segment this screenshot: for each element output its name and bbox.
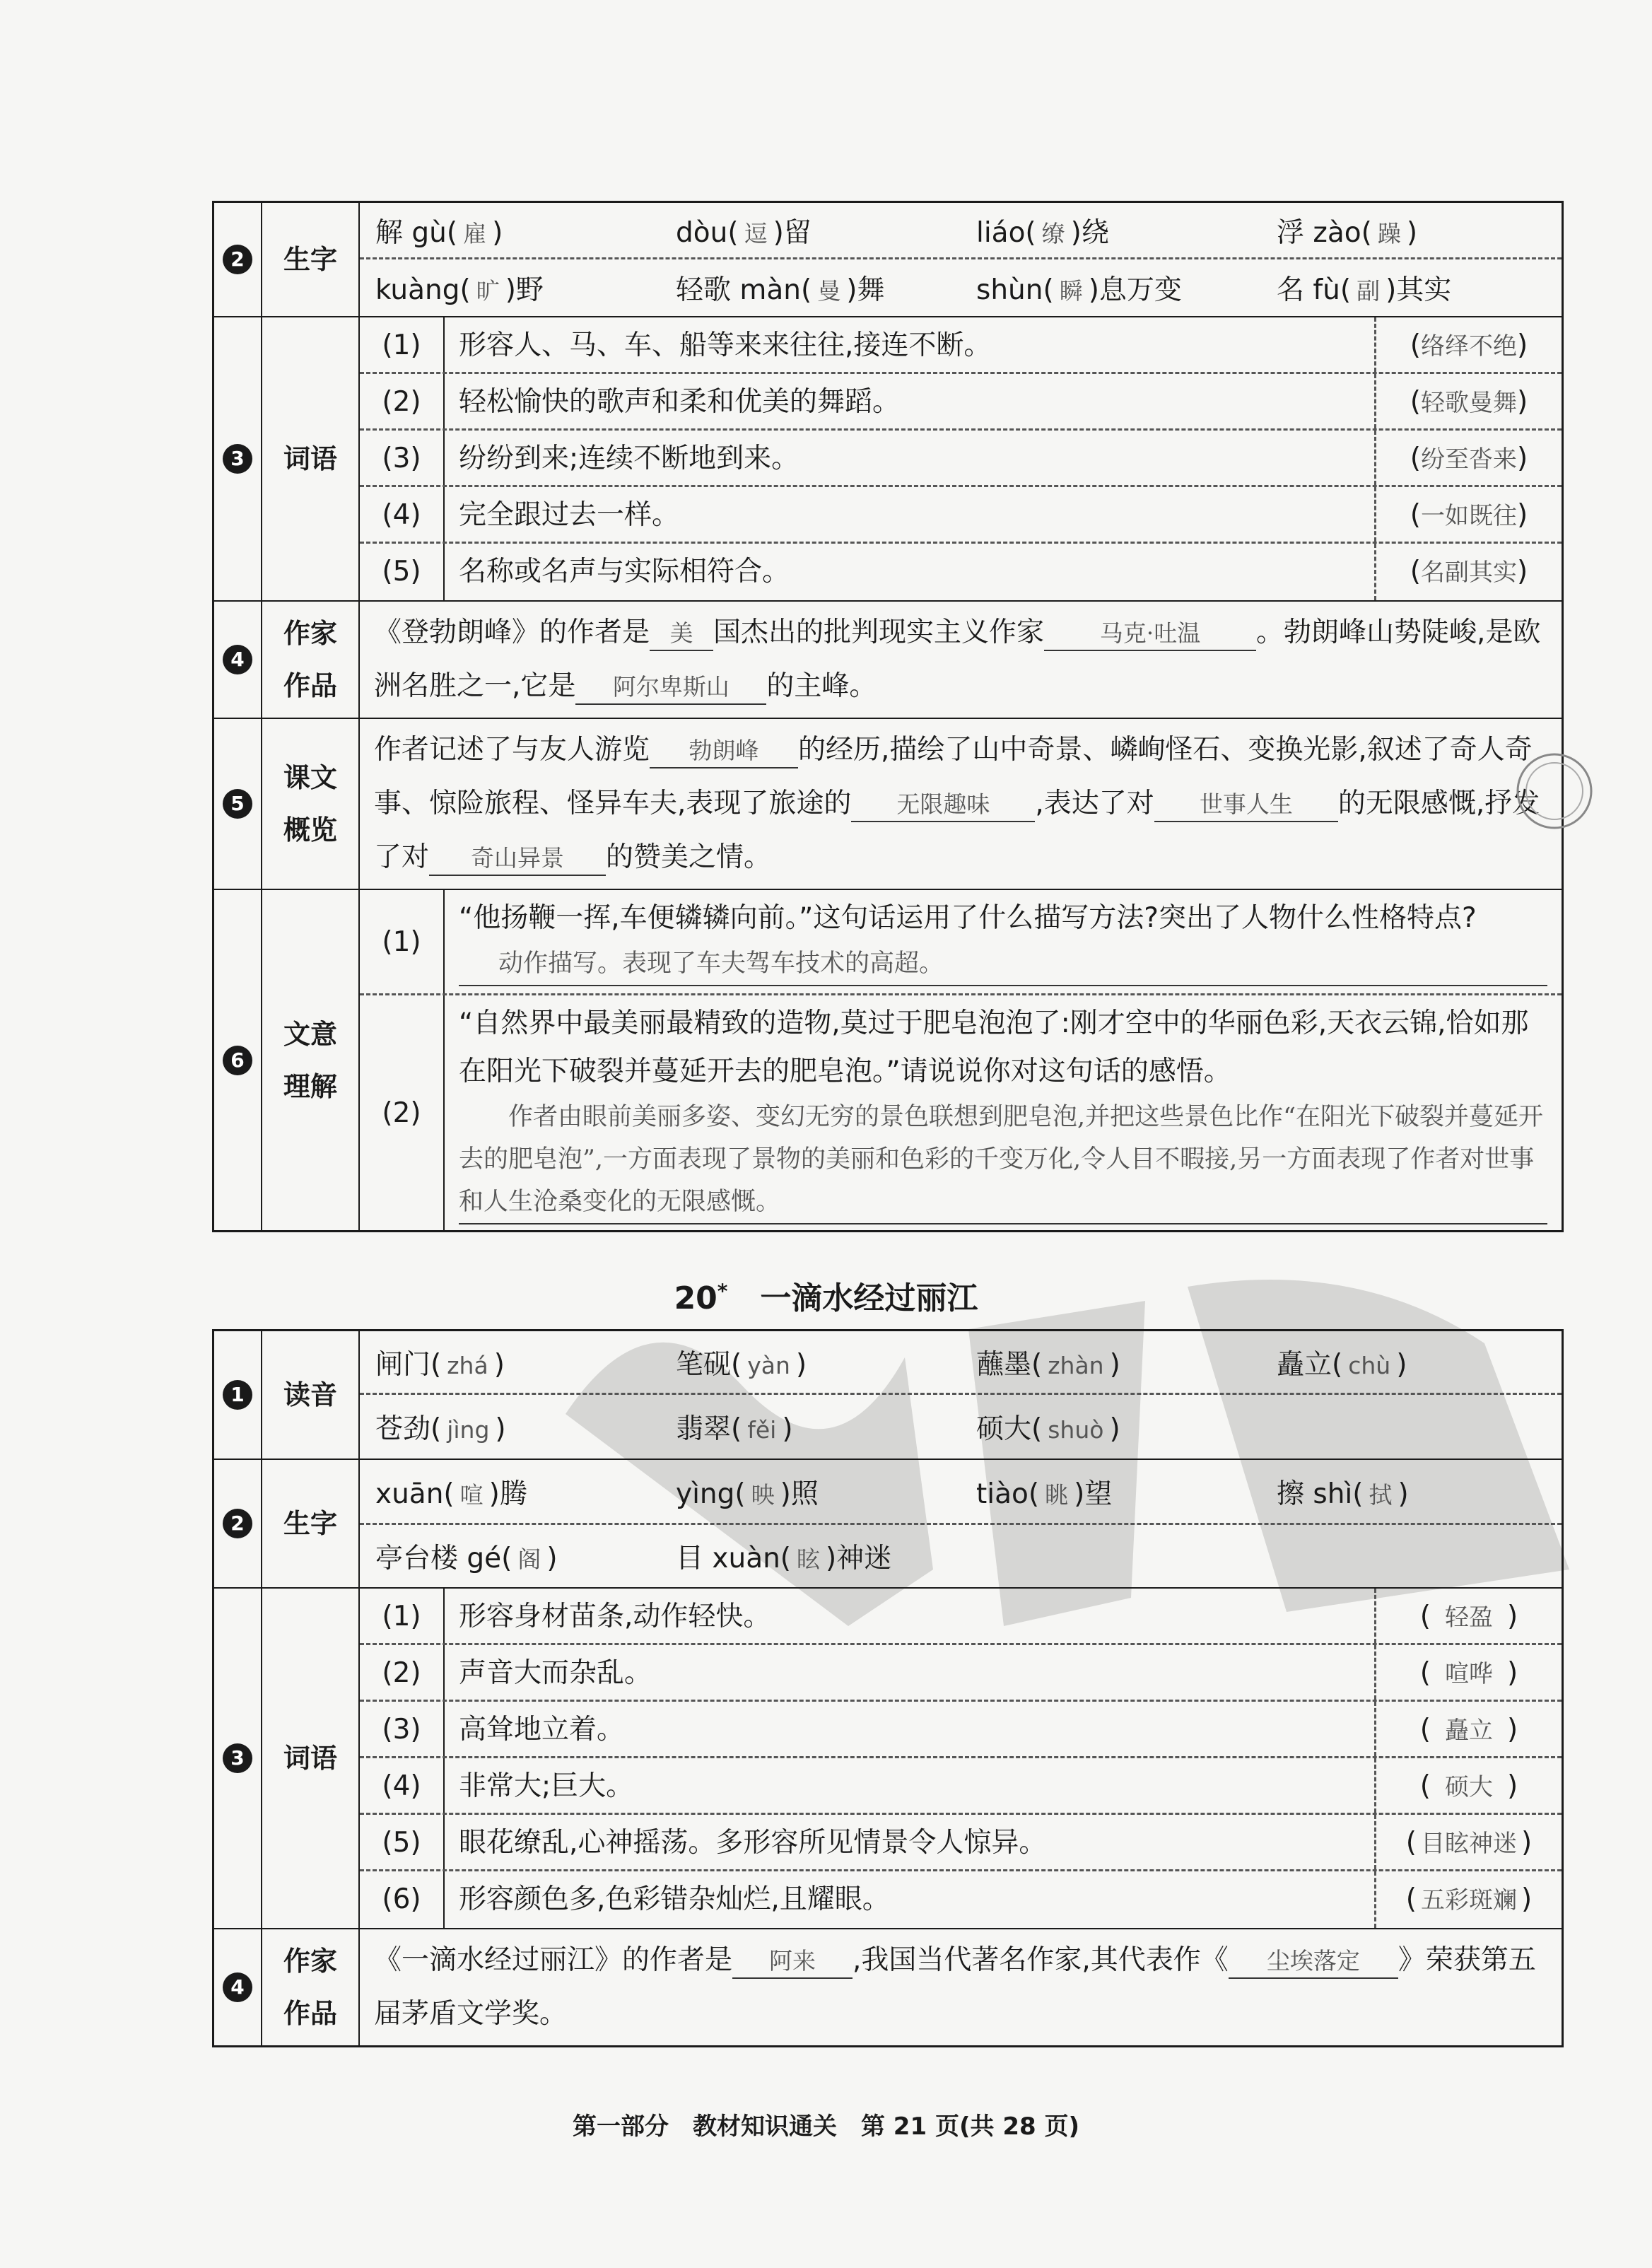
vocab-row: (1) 形容身材苗条,动作轻快。 ( 轻盈 ) [360,1589,1562,1645]
shengzi-item: 名 fù( 副 )其实 [1277,274,1452,306]
section-number: 3 [223,1743,252,1773]
vocab-row: (2) 轻松愉快的歌声和柔和优美的舞蹈。 (轻歌曼舞) [360,374,1562,431]
answer: 作者由眼前美丽多姿、变幻无穷的景色联想到肥皂泡,并把这些景色比作“在阳光下破裂并蔓延开去的肥皂泡”,一方面表现了景物的美丽和色彩的千变万化,令人目不暇接,另一方面表现了作者对世事和人生沧桑变化的无限感慨。 [459,1096,1547,1224]
section-label: 文意 理解 [262,889,359,1232]
blank-answer: 勃朗峰 [650,735,798,768]
shengzi-item: 擦 shì( 拭 ) [1277,1478,1409,1510]
answer: 喧 [459,1480,484,1509]
vocab-row: (4) 非常大;巨大。 ( 硕大 ) [360,1758,1562,1815]
section-number: 5 [223,789,252,819]
answer: 眩 [797,1545,821,1573]
ciyu-section [213,1588,1563,1929]
vocab-row: (4) 完全跟过去一样。 (一如既往) [360,487,1562,544]
answer: 五彩斑斓 [1421,1886,1517,1915]
overview-paragraph: 作者记述了与友人游览 勃朗峰 的经历,描绘了山中奇景、嶙峋怪石、变换光影,叙述了奇人奇事、惊险旅程、怪异车夫,表现了旅途的 无限趣味 ,表达了对 世事人生 的无限感慨,抒发了对 奇山异景 的赞美之情。 [360,719,1562,889]
section-label: 作家 作品 [262,1929,359,2047]
section-label: 生字 [262,1459,359,1588]
section-label: 读音 [262,1331,359,1460]
lower-table [212,1329,1564,2047]
section-label: 词语 [262,1588,359,1929]
section-number: 2 [223,1509,252,1538]
answer: 动作描写。表现了车夫驾车技术的高超。 [459,942,1547,986]
duyin-row [360,1395,1562,1459]
shengzi-item: liáo( 缭 )绕 [976,216,1109,249]
duyin-item: 翡翠( fěi ) [676,1413,793,1445]
shengzi-item: 亭台楼 gé( 阁 ) [375,1543,558,1574]
answer: 名副其实 [1421,559,1517,587]
ciyu-section [213,317,1563,601]
shengzi-section [213,202,1563,317]
shengzi-item: 目 xuàn( 眩 )神迷 [676,1543,892,1574]
answer: 阁 [517,1545,541,1573]
shengzi-item: xuān( 喧 )腾 [375,1478,527,1510]
question-text: “自然界中最美丽最精致的造物,莫过于肥皂泡泡了:刚才空中的华丽色彩,天衣云锦,恰如那在阳光下破裂并蔓延开去的肥皂泡。”请说说你对这句话的感悟。 [459,1007,1529,1087]
author-paragraph: 《一滴水经过丽江》的作者是 阿来 ,我国当代著名作家,其代表作《 尘埃落定 》荣获第五届茅盾文学奖。 [374,1944,1536,2030]
duyin-item: 闸门( zhá ) [375,1348,505,1381]
section-number: 3 [223,444,252,474]
shengzi-item: dòu( 逗 )留 [676,216,812,249]
section-number: 4 [223,645,252,674]
shengzi-item: kuàng( 旷 )野 [375,274,544,306]
shengzi-row [360,203,1562,259]
blank-answer: 世事人生 [1154,788,1338,822]
shengzi-item: 解 gù( 雇 ) [375,216,503,249]
answer: 旷 [476,277,500,305]
answer: zhá [447,1351,488,1379]
duyin-item: 硕大( shuò ) [976,1413,1120,1445]
kewen-section [213,718,1563,889]
vocab-row: (3) 纷纷到来;连续不断地到来。 (纷至沓来) [360,431,1562,487]
section-number: 4 [223,1972,252,2002]
shengzi-row [360,1460,1562,1525]
author-paragraph: 《登勃朗峰》的作者是 美 国杰出的批判现实主义作家 马克·吐温 。勃朗峰山势陡峻,是欧洲名胜之一,它是 阿尔卑斯山 的主峰。 [360,602,1562,718]
answer: 纷至沓来 [1421,445,1517,474]
answer: shuò [1048,1416,1104,1444]
answer: 副 [1357,277,1381,305]
blank-answer: 阿来 [732,1945,853,1979]
duyin-item: 矗立( chù ) [1277,1348,1407,1381]
lesson-title: 20* 一滴水经过丽江 [674,1279,978,1316]
zuojia-section [213,1929,1563,2047]
answer: 目眩神迷 [1421,1830,1517,1858]
section-label: 课文 概览 [262,718,359,889]
answer: 拭 [1369,1480,1393,1509]
answer: 曼 [817,277,841,305]
vocab-row: (6) 形容颜色多,色彩错杂灿烂,且耀眼。 ( 五彩斑斓 ) [360,1871,1562,1928]
page-footer: 第一部分 教材知识通关 第 21 页(共 28 页) [572,2112,1080,2141]
answer: 映 [751,1480,775,1509]
shengzi-item: tiào( 眺 )望 [976,1478,1113,1510]
section-number: 2 [223,245,252,274]
question-row: (2) “自然界中最美丽最精致的造物,莫过于肥皂泡泡了:刚才空中的华丽色彩,天衣云锦,恰如那在阳光下破裂并蔓延开去的肥皂泡。”请说说你对这句话的感悟。 作者由眼前美丽多姿、变幻无穷的景色联想到肥皂泡,并把这些景色比作“在阳光下破裂并蔓延开去的肥皂泡”,一方面表现了景物的美丽和色彩的千变万化,令人目不暇接,另一方面表现了作者对世事和人生沧桑变化的无限感慨。 [360,995,1562,1230]
answer: 轻盈 [1445,1603,1493,1632]
blank-answer: 尘埃落定 [1229,1945,1398,1979]
shengzi-row [360,1525,1562,1587]
answer: 躁 [1377,219,1401,247]
answer: 硕大 [1445,1773,1493,1801]
vocab-row: (2) 声音大而杂乱。 ( 喧哗 ) [360,1645,1562,1702]
zuojia-section [213,601,1563,718]
duyin-item: 苍劲( jìng ) [375,1413,506,1445]
shengzi-item: 浮 zào( 躁 ) [1277,216,1418,249]
duyin-item: 笔砚( yàn ) [676,1348,807,1381]
section-label: 生字 [262,202,359,317]
shengzi-item: shùn( 瞬 )息万变 [976,274,1182,306]
section-label: 作家 作品 [262,601,359,718]
answer: 眺 [1045,1480,1069,1509]
question-text: “他扬鞭一挥,车便辚辚向前。”这句话运用了什么描写方法?突出了人物什么性格特点? [459,902,1477,934]
answer: 缭 [1041,219,1065,247]
answer: 雇 [463,219,487,247]
section-number: 1 [223,1380,252,1410]
duyin-item: 蘸墨( zhàn ) [976,1348,1120,1381]
vocab-row: (5) 眼花缭乱,心神摇荡。多形容所见情景令人惊异。 ( 目眩神迷 ) [360,1815,1562,1871]
answer: 喧哗 [1445,1660,1493,1688]
upper-table [212,201,1564,1232]
section-number: 6 [223,1046,252,1075]
wenyi-section [213,889,1563,1232]
blank-answer: 无限趣味 [851,788,1035,822]
blank-answer: 奇山异景 [429,842,606,876]
answer: zhàn [1048,1351,1104,1379]
answer: jìng [447,1416,490,1444]
answer: 瞬 [1059,277,1083,305]
blank-answer: 阿尔卑斯山 [575,671,766,705]
answer: 轻歌曼舞 [1421,389,1517,417]
answer: 一如既往 [1421,502,1517,530]
vocab-row: (3) 高耸地立着。 ( 矗立 ) [360,1702,1562,1758]
answer: 络绎不绝 [1421,332,1517,361]
shengzi-section [213,1459,1563,1588]
answer: 逗 [744,219,768,247]
answer: yàn [747,1351,790,1379]
answer: fěi [747,1416,777,1444]
question-row: (1) “他扬鞭一挥,车便辚辚向前。”这句话运用了什么描写方法?突出了人物什么性格特点? 动作描写。表现了车夫驾车技术的高超。 [360,890,1562,995]
shengzi-row [360,259,1562,316]
answer: chù [1348,1351,1391,1379]
shengzi-item: yìng( 映 )照 [676,1478,819,1510]
duyin-row [360,1331,1562,1395]
section-label: 词语 [262,317,359,601]
duyin-section [213,1331,1563,1460]
answer: 矗立 [1445,1717,1493,1745]
vocab-row: (5) 名称或名声与实际相符合。 (名副其实) [360,544,1562,600]
shengzi-item: 轻歌 màn( 曼 )舞 [676,274,885,306]
stamp-seal-icon [1513,749,1596,833]
blank-answer: 美 [650,617,713,651]
vocab-row: (1) 形容人、马、车、船等来来往往,接连不断。 (络绎不绝) [360,317,1562,374]
blank-answer: 马克·吐温 [1044,617,1256,651]
